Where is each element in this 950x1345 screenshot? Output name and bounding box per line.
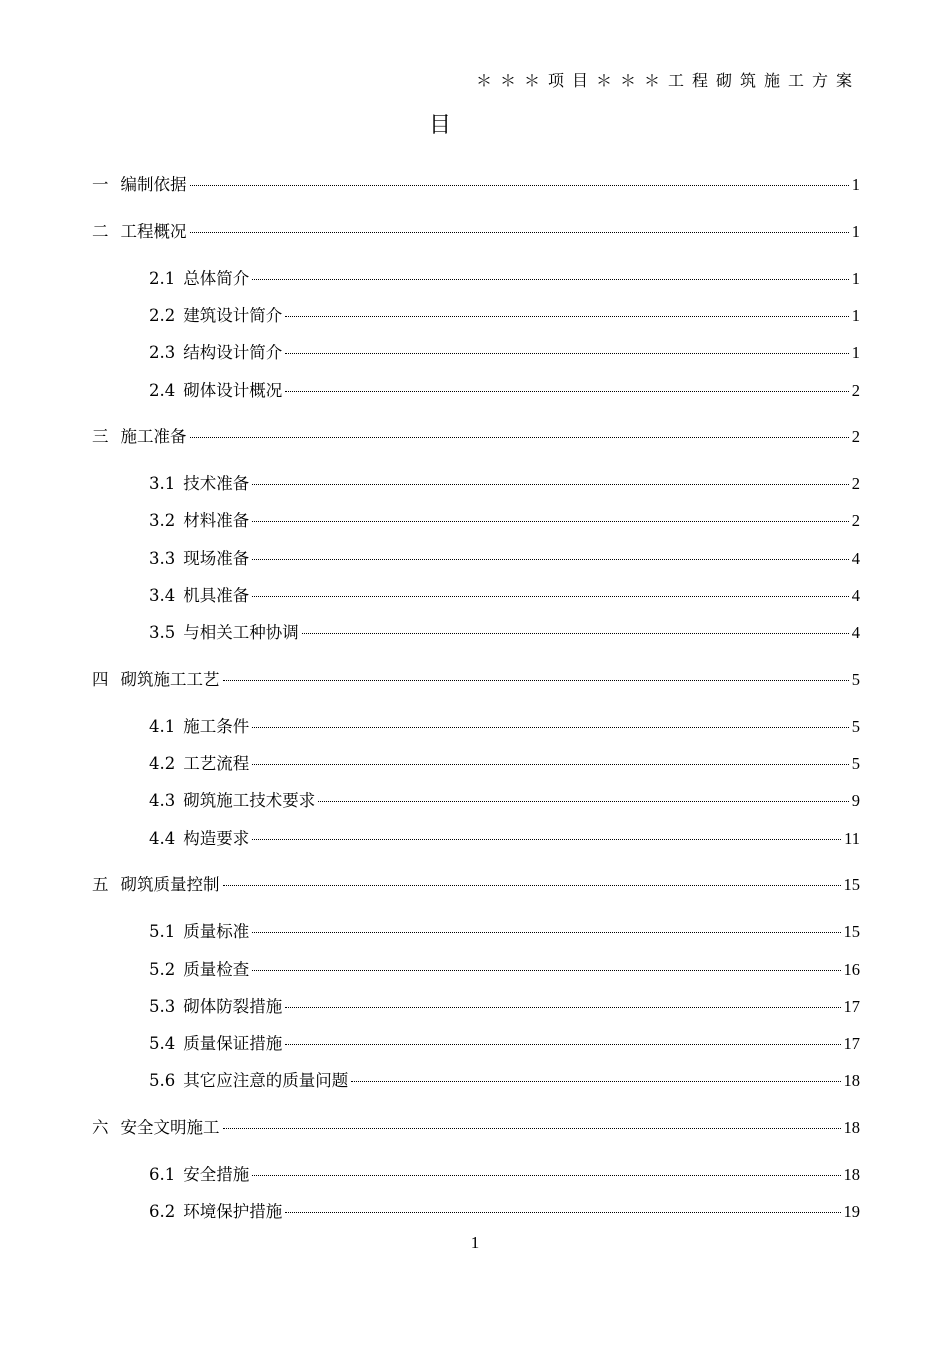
dot-leader — [285, 1044, 840, 1045]
toc-entry-page: 4 — [851, 549, 860, 568]
toc-entry-number: 2.2 — [149, 306, 176, 325]
dot-leader — [285, 391, 849, 392]
toc-entry-label — [149, 508, 249, 534]
toc-entry-page: 16 — [843, 960, 860, 979]
toc-entry-number: 一 — [92, 175, 109, 194]
toc-entry[interactable] — [92, 219, 860, 245]
toc-entry-label — [92, 872, 220, 898]
toc-entry[interactable] — [92, 872, 860, 898]
toc-entry-text: 质量标准 — [183, 922, 250, 941]
toc-entry-text: 现场准备 — [183, 549, 250, 568]
dot-leader — [351, 1081, 840, 1082]
toc-entry-label — [149, 919, 249, 945]
toc-entry-number: 6.2 — [149, 1202, 176, 1221]
toc-entry[interactable] — [149, 919, 860, 945]
toc-entry-number: 4.4 — [149, 829, 176, 848]
toc-entry-page: 15 — [843, 875, 860, 894]
toc-entry[interactable] — [149, 378, 860, 404]
dot-leader — [285, 353, 849, 354]
toc-entry-text: 结构设计简介 — [183, 343, 283, 362]
toc-entry-label — [149, 471, 249, 497]
toc-entry[interactable] — [149, 1031, 860, 1057]
toc-entry[interactable] — [149, 1162, 860, 1188]
toc-entry-number: 五 — [92, 875, 109, 894]
toc-entry-label — [92, 1115, 220, 1141]
toc-entry-number: 5.3 — [149, 997, 176, 1016]
dot-leader — [190, 232, 849, 233]
toc-entry-label — [92, 424, 187, 450]
dot-leader — [252, 932, 840, 933]
toc-entry-text: 砌体设计概况 — [183, 381, 283, 400]
toc-entry-page: 2 — [851, 511, 860, 530]
toc-title: 目 — [428, 113, 451, 138]
toc-entry-text: 机具准备 — [183, 586, 250, 605]
dot-leader — [252, 764, 849, 765]
toc-entry-text: 建筑设计简介 — [183, 306, 283, 325]
running-header: ＊＊＊项目＊＊＊工程砌筑施工方案 — [475, 71, 860, 90]
toc-entry-text: 砌筑施工技术要求 — [183, 791, 316, 810]
toc-entry-page: 2 — [851, 474, 860, 493]
toc-entry-page: 4 — [851, 586, 860, 605]
toc-entry-page: 18 — [843, 1165, 860, 1184]
toc-entry-label — [149, 1162, 249, 1188]
dot-leader — [285, 316, 849, 317]
dot-leader — [252, 596, 849, 597]
dot-leader — [252, 1175, 840, 1176]
dot-leader — [252, 727, 849, 728]
toc-entry-number: 3.4 — [149, 586, 176, 605]
dot-leader — [302, 633, 849, 634]
toc-entry-label — [149, 1199, 282, 1225]
toc-entry-text: 砌筑质量控制 — [120, 875, 220, 894]
toc-entry-page: 1 — [851, 343, 860, 362]
toc-entry-text: 技术准备 — [183, 474, 250, 493]
toc-entry-number: 二 — [92, 222, 109, 241]
dot-leader — [285, 1007, 840, 1008]
toc-entry[interactable] — [149, 266, 860, 292]
toc-entry-text: 工程概况 — [120, 222, 187, 241]
toc-entry[interactable] — [92, 1115, 860, 1141]
dot-leader — [190, 437, 849, 438]
dot-leader — [223, 885, 841, 886]
toc-entry-label — [149, 1068, 348, 1094]
toc-entry-page: 2 — [851, 427, 860, 446]
toc-entry[interactable] — [149, 788, 860, 814]
dot-leader — [223, 1128, 841, 1129]
toc-entry-page: 9 — [851, 791, 860, 810]
dot-leader — [285, 1212, 840, 1213]
toc-entry-page: 5 — [851, 754, 860, 773]
toc-entry-number: 3.3 — [149, 549, 176, 568]
toc-entry-page: 1 — [851, 269, 860, 288]
toc-entry-page: 2 — [851, 381, 860, 400]
dot-leader — [252, 970, 840, 971]
toc-entry-number: 3.5 — [149, 623, 176, 642]
toc-entry[interactable] — [149, 714, 860, 740]
toc-entry-page: 17 — [843, 1034, 860, 1053]
toc-entry-text: 施工条件 — [183, 717, 250, 736]
toc-entry-number: 2.3 — [149, 343, 176, 362]
toc-entry-page: 1 — [851, 175, 860, 194]
toc-entry-number: 4.3 — [149, 791, 176, 810]
toc-entry-number: 2.1 — [149, 269, 176, 288]
toc-entry-page: 11 — [844, 829, 860, 848]
toc-entry-label — [92, 667, 220, 693]
toc-entry-number: 六 — [92, 1118, 109, 1137]
toc-entry-label — [149, 546, 249, 572]
toc-entry-page: 18 — [843, 1118, 860, 1137]
toc-entry-page: 1 — [851, 306, 860, 325]
toc-entry[interactable] — [149, 620, 860, 646]
toc-entry-page: 17 — [843, 997, 860, 1016]
toc-entry-page: 4 — [851, 623, 860, 642]
dot-leader — [252, 521, 849, 522]
dot-leader — [252, 839, 841, 840]
toc-entry[interactable] — [92, 172, 860, 198]
toc-entry-label — [149, 714, 249, 740]
toc-entry[interactable] — [149, 826, 860, 852]
toc-entry-number: 5.2 — [149, 960, 176, 979]
toc-entry-page: 15 — [843, 922, 860, 941]
dot-leader — [223, 680, 849, 681]
toc-entry-label — [149, 378, 282, 404]
toc-entry[interactable] — [149, 1068, 860, 1094]
toc-entry-number: 5.6 — [149, 1071, 176, 1090]
toc-entry-text: 安全文明施工 — [120, 1118, 220, 1137]
toc-entry-text: 质量检查 — [183, 960, 250, 979]
toc-entry-label — [149, 788, 315, 814]
toc-entry-label — [149, 1031, 282, 1057]
toc-entry[interactable] — [149, 751, 860, 777]
toc-entry-number: 四 — [92, 670, 109, 689]
toc-entry-label — [149, 751, 249, 777]
toc-entry-text: 环境保护措施 — [183, 1202, 283, 1221]
toc-entry-number: 5.1 — [149, 922, 176, 941]
toc-entry-number: 4.2 — [149, 754, 176, 773]
toc-entry[interactable] — [92, 667, 860, 693]
toc-entry[interactable] — [149, 471, 860, 497]
toc-entry-text: 材料准备 — [183, 511, 250, 530]
toc-entry-text: 与相关工种协调 — [183, 623, 299, 642]
toc-entry-text: 总体简介 — [183, 269, 250, 288]
toc-entry-text: 构造要求 — [183, 829, 250, 848]
toc-entry-number: 5.4 — [149, 1034, 176, 1053]
toc-entry-page: 5 — [851, 670, 860, 689]
toc-entry-label — [149, 620, 299, 646]
toc-entry[interactable] — [149, 546, 860, 572]
toc-entry-label — [149, 957, 249, 983]
toc-entry-text: 砌筑施工工艺 — [120, 670, 220, 689]
toc-entry-text: 施工准备 — [120, 427, 187, 446]
toc-entry-number: 三 — [92, 427, 109, 446]
toc-entry[interactable] — [149, 1199, 860, 1225]
toc-entry-text: 其它应注意的质量问题 — [183, 1071, 349, 1090]
toc-entry-label — [149, 303, 282, 329]
toc-entry[interactable] — [149, 340, 860, 366]
toc-entry-text: 安全措施 — [183, 1165, 250, 1184]
toc-entry-text: 工艺流程 — [183, 754, 250, 773]
toc-entry-label — [92, 172, 187, 198]
toc-entry-text: 砌体防裂措施 — [183, 997, 283, 1016]
toc-entry-number: 2.4 — [149, 381, 176, 400]
toc-entry-page: 1 — [851, 222, 860, 241]
page-number: 1 — [470, 1233, 480, 1252]
toc-entry-number: 3.2 — [149, 511, 176, 530]
toc-entry[interactable] — [149, 508, 860, 534]
toc-entry-label — [149, 826, 249, 852]
toc-entry-page: 19 — [843, 1202, 860, 1221]
dot-leader — [252, 559, 849, 560]
toc-entry[interactable] — [149, 583, 860, 609]
toc-entry-label — [149, 994, 282, 1020]
toc-entry-label — [149, 340, 282, 366]
toc-entry-number: 6.1 — [149, 1165, 176, 1184]
toc-entry[interactable] — [149, 303, 860, 329]
toc-entry-label — [149, 583, 249, 609]
toc-entry-number: 3.1 — [149, 474, 176, 493]
dot-leader — [252, 279, 849, 280]
toc-entry[interactable] — [149, 957, 860, 983]
dot-leader — [190, 185, 849, 186]
toc-entry-number: 4.1 — [149, 717, 176, 736]
toc-entry-text: 质量保证措施 — [183, 1034, 283, 1053]
toc-entry[interactable] — [92, 424, 860, 450]
dot-leader — [252, 484, 849, 485]
toc-entry-label — [149, 266, 249, 292]
toc-entry-text: 编制依据 — [120, 175, 187, 194]
dot-leader — [318, 801, 849, 802]
toc-entry-page: 18 — [843, 1071, 860, 1090]
toc-entry-label — [92, 219, 187, 245]
toc-entry-page: 5 — [851, 717, 860, 736]
toc-entry[interactable] — [149, 994, 860, 1020]
